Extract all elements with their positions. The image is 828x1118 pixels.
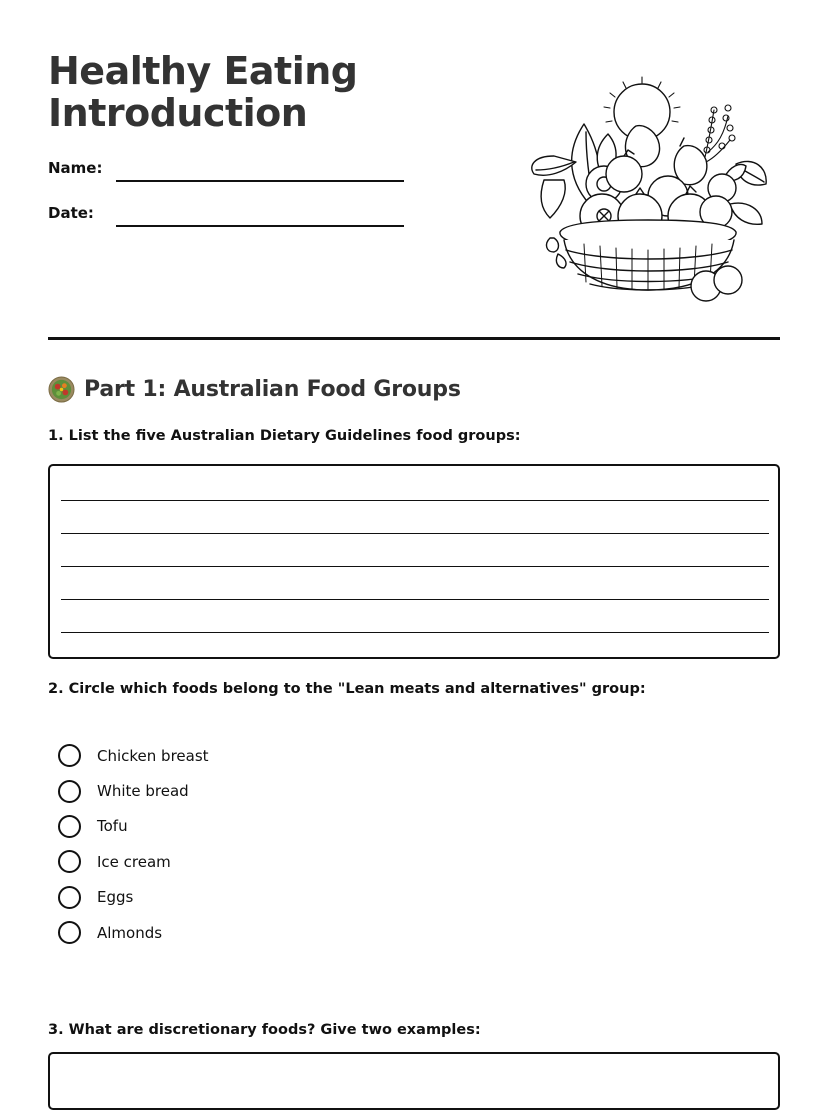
date-field[interactable] <box>116 225 404 227</box>
question-3-answer-box[interactable] <box>48 1052 780 1110</box>
option-almonds[interactable] <box>58 912 358 953</box>
part1-title: Part 1: Australian Food Groups <box>84 376 461 402</box>
question-3: 3. What are discretionary foods? Give two examples: <box>48 1022 481 1038</box>
part1-heading <box>48 374 461 404</box>
option-label: Tofu <box>97 817 128 836</box>
write-line <box>61 599 769 600</box>
write-line <box>61 566 769 567</box>
option-circle[interactable] <box>58 921 81 944</box>
option-label: White bread <box>97 782 189 801</box>
option-label: Almonds <box>97 923 163 942</box>
question-2: 2. Circle which foods belong to the "Lean meats and alternatives" group: <box>48 681 646 697</box>
name-field[interactable] <box>116 180 404 182</box>
date-label: Date: <box>48 204 94 222</box>
question-1-answer-box[interactable] <box>48 464 780 659</box>
question-1: 1. List the five Australian Dietary Guidelines food groups: <box>48 428 521 444</box>
write-line <box>61 632 769 633</box>
option-label: Ice cream <box>97 852 171 871</box>
option-label: Chicken breast <box>97 746 209 765</box>
title-line-1: Healthy Eating <box>48 49 358 93</box>
section-divider <box>48 337 780 340</box>
write-line <box>61 500 769 501</box>
option-circle[interactable] <box>58 744 81 767</box>
option-circle[interactable] <box>58 886 81 909</box>
option-circle[interactable] <box>58 815 81 838</box>
option-circle[interactable] <box>58 850 81 873</box>
page-title <box>48 50 468 134</box>
option-circle[interactable] <box>58 780 81 803</box>
food-bowl-icon <box>48 376 75 403</box>
title-line-2: Introduction <box>48 91 308 135</box>
question-2-options <box>58 741 358 953</box>
fruit-basket-icon <box>524 74 774 306</box>
write-line <box>61 533 769 534</box>
option-label: Eggs <box>97 888 134 907</box>
name-label: Name: <box>48 159 103 177</box>
